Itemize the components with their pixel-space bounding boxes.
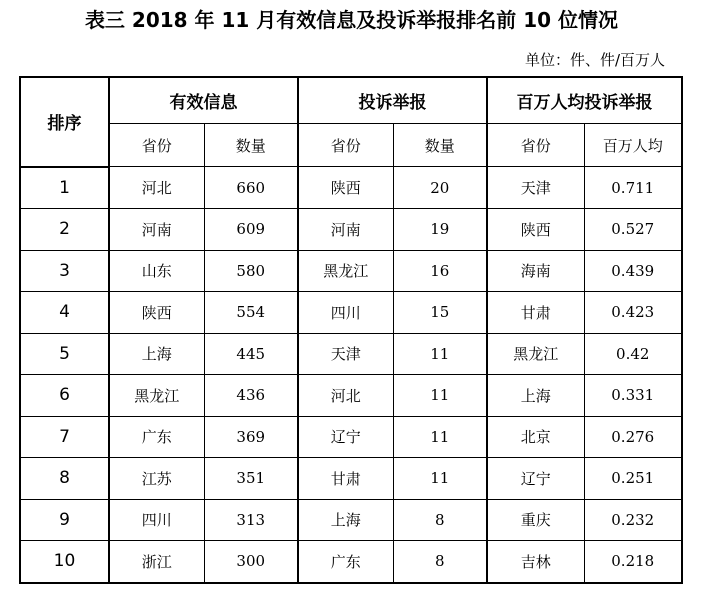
- pm-value-cell: 0.331: [584, 375, 682, 417]
- ranking-table: [19, 76, 683, 584]
- rank-cell: 5: [20, 333, 109, 375]
- c-count-cell: 16: [393, 250, 487, 292]
- rank-cell: 6: [20, 375, 109, 417]
- pm-value-cell: 0.711: [584, 167, 682, 209]
- ei-count-cell: 554: [204, 292, 298, 334]
- c-count-cell: 20: [393, 167, 487, 209]
- rank-cell: 1: [20, 167, 109, 209]
- table-row: [20, 541, 682, 583]
- c-province-cell: 辽宁: [298, 416, 393, 458]
- c-province-cell: 黑龙江: [298, 250, 393, 292]
- c-count-cell: 15: [393, 292, 487, 334]
- table-body: [20, 167, 682, 583]
- pm-province-cell: 上海: [487, 375, 584, 417]
- pm-value-cell: 0.218: [584, 541, 682, 583]
- header-row-groups: [20, 77, 682, 124]
- table-row: [20, 333, 682, 375]
- header-row-columns: [20, 124, 682, 167]
- ei-count-cell: 445: [204, 333, 298, 375]
- rank-cell: 2: [20, 209, 109, 251]
- complaints-header: 投诉举报: [298, 77, 487, 124]
- c-province-cell: 河南: [298, 209, 393, 251]
- table-row: [20, 416, 682, 458]
- c-count-cell: 11: [393, 458, 487, 500]
- pm-province-cell: 天津: [487, 167, 584, 209]
- c-province-cell: 天津: [298, 333, 393, 375]
- pm-province-header: 省份: [487, 124, 584, 167]
- table-row: [20, 499, 682, 541]
- c-province-cell: 河北: [298, 375, 393, 417]
- per-million-header: 百万人均投诉举报: [487, 77, 682, 124]
- ei-count-cell: 300: [204, 541, 298, 583]
- ei-province-cell: 四川: [109, 499, 204, 541]
- pm-province-cell: 黑龙江: [487, 333, 584, 375]
- pm-province-cell: 海南: [487, 250, 584, 292]
- pm-value-cell: 0.251: [584, 458, 682, 500]
- ei-count-cell: 660: [204, 167, 298, 209]
- pm-province-cell: 陕西: [487, 209, 584, 251]
- c-count-cell: 11: [393, 416, 487, 458]
- ei-count-cell: 436: [204, 375, 298, 417]
- c-province-cell: 四川: [298, 292, 393, 334]
- effective-info-header: 有效信息: [109, 77, 298, 124]
- rank-cell: 7: [20, 416, 109, 458]
- pm-value-cell: 0.276: [584, 416, 682, 458]
- pm-province-cell: 北京: [487, 416, 584, 458]
- pm-province-cell: 甘肃: [487, 292, 584, 334]
- c-province-cell: 陕西: [298, 167, 393, 209]
- ei-province-cell: 陕西: [109, 292, 204, 334]
- ei-count-cell: 313: [204, 499, 298, 541]
- c-count-cell: 19: [393, 209, 487, 251]
- ei-count-cell: 580: [204, 250, 298, 292]
- table-row: [20, 375, 682, 417]
- pm-value-cell: 0.527: [584, 209, 682, 251]
- ei-count-cell: 351: [204, 458, 298, 500]
- ei-province-cell: 山东: [109, 250, 204, 292]
- pm-value-cell: 0.423: [584, 292, 682, 334]
- ei-province-cell: 黑龙江: [109, 375, 204, 417]
- ei-province-cell: 上海: [109, 333, 204, 375]
- c-province-cell: 上海: [298, 499, 393, 541]
- table-title: 表三 2018 年 11 月有效信息及投诉举报排名前 10 位情况: [84, 8, 619, 32]
- rank-cell: 3: [20, 250, 109, 292]
- rank-cell: 8: [20, 458, 109, 500]
- c-count-cell: 8: [393, 499, 487, 541]
- c-count-cell: 8: [393, 541, 487, 583]
- table-row: [20, 250, 682, 292]
- c-province-header: 省份: [298, 124, 393, 167]
- ei-count-cell: 369: [204, 416, 298, 458]
- rank-cell: 10: [20, 541, 109, 583]
- table-row: [20, 167, 682, 209]
- table-row: [20, 458, 682, 500]
- rank-cell: 4: [20, 292, 109, 334]
- ei-count-header: 数量: [204, 124, 298, 167]
- c-province-cell: 广东: [298, 541, 393, 583]
- ei-province-cell: 浙江: [109, 541, 204, 583]
- ei-province-cell: 江苏: [109, 458, 204, 500]
- pm-value-header: 百万人均: [584, 124, 682, 167]
- unit-note: 单位：件、件/百万人: [524, 51, 665, 69]
- pm-value-cell: 0.232: [584, 499, 682, 541]
- pm-value-cell: 0.439: [584, 250, 682, 292]
- ei-province-cell: 广东: [109, 416, 204, 458]
- c-count-cell: 11: [393, 375, 487, 417]
- pm-value-cell: 0.42: [584, 333, 682, 375]
- ei-province-cell: 河南: [109, 209, 204, 251]
- c-count-header: 数量: [393, 124, 487, 167]
- ei-province-cell: 河北: [109, 167, 204, 209]
- rank-header: 排序: [20, 77, 109, 167]
- pm-province-cell: 辽宁: [487, 458, 584, 500]
- table-row: [20, 209, 682, 251]
- ei-count-cell: 609: [204, 209, 298, 251]
- table-row: [20, 292, 682, 334]
- ei-province-header: 省份: [109, 124, 204, 167]
- c-province-cell: 甘肃: [298, 458, 393, 500]
- rank-cell: 9: [20, 499, 109, 541]
- pm-province-cell: 重庆: [487, 499, 584, 541]
- c-count-cell: 11: [393, 333, 487, 375]
- pm-province-cell: 吉林: [487, 541, 584, 583]
